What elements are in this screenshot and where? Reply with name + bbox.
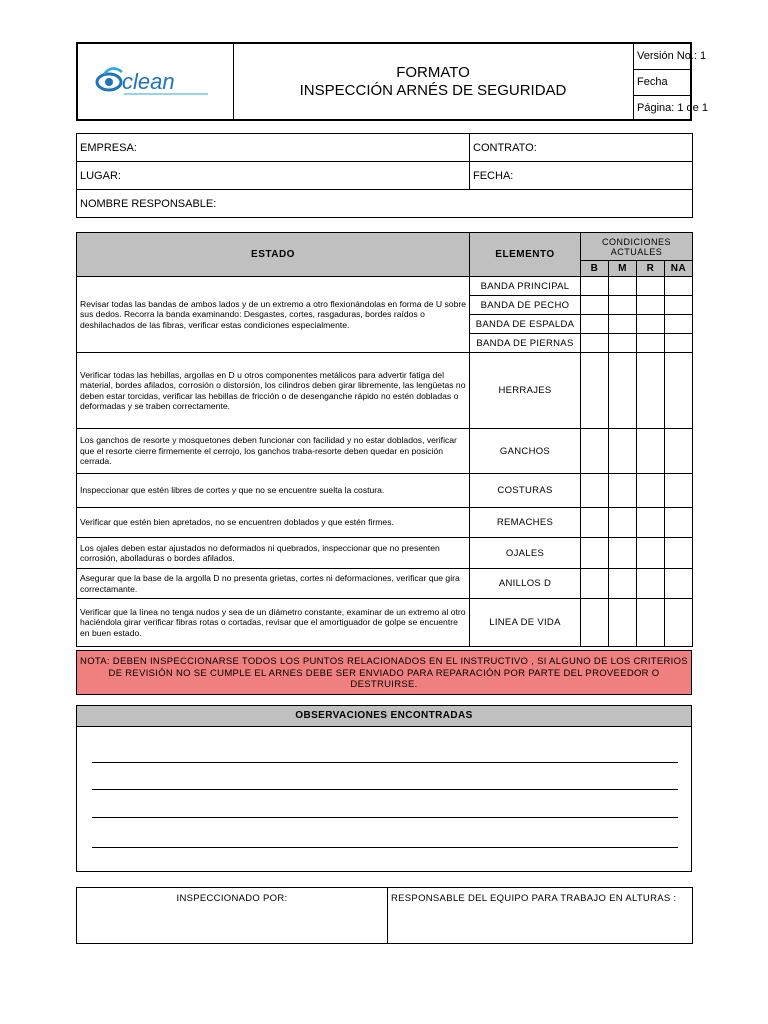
check-cell[interactable] (609, 429, 637, 474)
responsable-field[interactable]: NOMBRE RESPONSABLE: (77, 190, 693, 218)
document-header (76, 42, 708, 121)
contrato-field[interactable]: CONTRATO: (470, 134, 693, 162)
col-m: M (609, 261, 637, 277)
check-cell[interactable] (665, 277, 693, 296)
elemento-cell: REMACHES (470, 508, 581, 538)
estado-cell: Los ganchos de resorte y mosquetones deben funcionar con facilidad y no estar doblados, verificar que el resorte cierre firmemente el cerrojo, los ganchos traba-resorte deben quedar en posición cerrada. (77, 429, 470, 474)
elemento-cell: OJALES (470, 538, 581, 569)
estado-cell: Verificar que estén bien apretados, no se encuentren doblados y que estén firmes. (77, 508, 470, 538)
check-cell[interactable] (609, 538, 637, 569)
check-cell[interactable] (665, 538, 693, 569)
document-title (233, 44, 634, 119)
table-row (77, 277, 693, 296)
check-cell[interactable] (665, 429, 693, 474)
inspection-table (76, 232, 693, 647)
estado-cell: Los ojales deben estar ajustados no deformados ni quebrados, inspeccionar que no presenten corrosión, abolladuras o bordes afilados. (77, 538, 470, 569)
table-row (77, 538, 693, 569)
elemento-cell: LINEA DE VIDA (470, 599, 581, 647)
clean-logo-icon (78, 44, 233, 119)
elemento-cell: ANILLOS D (470, 569, 581, 599)
check-cell[interactable] (609, 474, 637, 508)
elemento-cell: BANDA PRINCIPAL (470, 277, 581, 296)
observation-line[interactable] (92, 847, 678, 848)
elemento-cell: HERRAJES (470, 353, 581, 429)
table-row (77, 474, 693, 508)
table-row (77, 569, 693, 599)
pagina-field: Página: 1 de 1 (637, 102, 708, 114)
check-cell[interactable] (581, 277, 609, 296)
nota-banner: NOTA: DEBEN INSPECCIONARSE TODOS LOS PUNTOS RELACIONADOS EN EL INSTRUCTIVO , SI ALGUNO DE LOS CRITERIOS DE REVISIÓN NO SE CUMPLE EL ARNES DEBE SER ENVIADO PARA REPARACIÓN POR PARTE DEL PROVEEDOR O DESTRUIRSE. (76, 650, 692, 695)
check-cell[interactable] (665, 474, 693, 508)
table-row (77, 599, 693, 647)
brand-text: clean (122, 69, 175, 94)
document-meta (634, 44, 708, 121)
check-cell[interactable] (581, 353, 609, 429)
check-cell[interactable] (609, 353, 637, 429)
inspeccionado-field[interactable]: INSPECCIONADO POR: (77, 888, 388, 944)
check-cell[interactable] (581, 538, 609, 569)
elemento-cell: COSTURAS (470, 474, 581, 508)
check-cell[interactable] (637, 315, 665, 334)
estado-cell: Verificar que la línea no tenga nudos y sea de un diámetro constante, examinar de un extremo al otro haciéndola girar verificar fibras rotas o cortadas, revisar que el amortiguador de golpe se encuentre en buen estado. (77, 599, 470, 647)
elemento-cell: GANCHOS (470, 429, 581, 474)
col-na: NA (665, 261, 693, 277)
table-row (77, 429, 693, 474)
check-cell[interactable] (637, 277, 665, 296)
empresa-field[interactable]: EMPRESA: (77, 134, 470, 162)
info-table (76, 133, 693, 218)
fecha-info-field[interactable]: FECHA: (470, 162, 693, 190)
col-estado: ESTADO (77, 233, 470, 277)
col-b: B (581, 261, 609, 277)
check-cell[interactable] (581, 429, 609, 474)
estado-cell: Revisar todas las bandas de ambos lados y de un extremo a otro flexionándolas en forma de U sobre sus dedos. Recorra la banda examinando: Desgastes, cortes, rasgaduras, bordes raídos o deshilachados de las fibras, verificar estas condiciones especialmente. (77, 277, 470, 353)
check-cell[interactable] (581, 296, 609, 315)
responsable-alturas-field[interactable]: RESPONSABLE DEL EQUIPO PARA TRABAJO EN ALTURAS : (388, 888, 693, 944)
check-cell[interactable] (665, 599, 693, 647)
estado-cell: Verificar todas las hebillas, argollas en D u otros componentes metálicos para advertir fatiga del material, bordes afilados, corrosión o distorsión, los cilindros deben girar libremente, las lengüetas no deben estar torcidas, verificar las hebillas de fricción o de desenganche rápido no estén dobladas o deformadas y se traben correctamente. (77, 353, 470, 429)
version-field: Versión No.: 1 (634, 44, 690, 70)
check-cell[interactable] (637, 353, 665, 429)
check-cell[interactable] (665, 315, 693, 334)
check-cell[interactable] (637, 334, 665, 353)
col-elemento: ELEMENTO (470, 233, 581, 277)
title-line-1: FORMATO (396, 63, 470, 81)
check-cell[interactable] (609, 569, 637, 599)
observation-line[interactable] (92, 789, 678, 790)
logo (78, 44, 234, 119)
check-cell[interactable] (581, 474, 609, 508)
check-cell[interactable] (581, 569, 609, 599)
elemento-cell: BANDA DE PECHO (470, 296, 581, 315)
check-cell[interactable] (609, 508, 637, 538)
check-cell[interactable] (637, 296, 665, 315)
col-condiciones: CONDICIONES ACTUALES (581, 233, 693, 261)
check-cell[interactable] (637, 599, 665, 647)
check-cell[interactable] (637, 538, 665, 569)
observaciones-box (76, 705, 692, 872)
col-r: R (637, 261, 665, 277)
check-cell[interactable] (581, 334, 609, 353)
check-cell[interactable] (637, 429, 665, 474)
signature-table (76, 887, 693, 944)
estado-cell: Asegurar que la base de la argolla D no presenta grietas, cortes ni deformaciones, verificar que gira correctamante. (77, 569, 470, 599)
observaciones-title: OBSERVACIONES ENCONTRADAS (77, 706, 691, 727)
check-cell[interactable] (609, 334, 637, 353)
title-line-2: INSPECCIÓN ARNÉS DE SEGURIDAD (299, 81, 567, 99)
check-cell[interactable] (609, 599, 637, 647)
check-cell[interactable] (665, 508, 693, 538)
check-cell[interactable] (609, 296, 637, 315)
check-cell[interactable] (665, 569, 693, 599)
check-cell[interactable] (609, 315, 637, 334)
check-cell[interactable] (637, 569, 665, 599)
elemento-cell: BANDA DE ESPALDA (470, 315, 581, 334)
check-cell[interactable] (581, 315, 609, 334)
check-cell[interactable] (637, 474, 665, 508)
lugar-field[interactable]: LUGAR: (77, 162, 470, 190)
fecha-field: Fecha (634, 70, 690, 96)
check-cell[interactable] (665, 296, 693, 315)
check-cell[interactable] (581, 599, 609, 647)
table-row (77, 508, 693, 538)
observation-line[interactable] (92, 817, 678, 818)
check-cell[interactable] (665, 353, 693, 429)
table-row (77, 353, 693, 429)
check-cell[interactable] (637, 508, 665, 538)
check-cell[interactable] (665, 334, 693, 353)
check-cell[interactable] (609, 277, 637, 296)
estado-cell: Inspeccionar que estén libres de cortes y que no se encuentre suelta la costura. (77, 474, 470, 508)
observation-line[interactable] (92, 762, 678, 763)
check-cell[interactable] (581, 508, 609, 538)
elemento-cell: BANDA DE PIERNAS (470, 334, 581, 353)
